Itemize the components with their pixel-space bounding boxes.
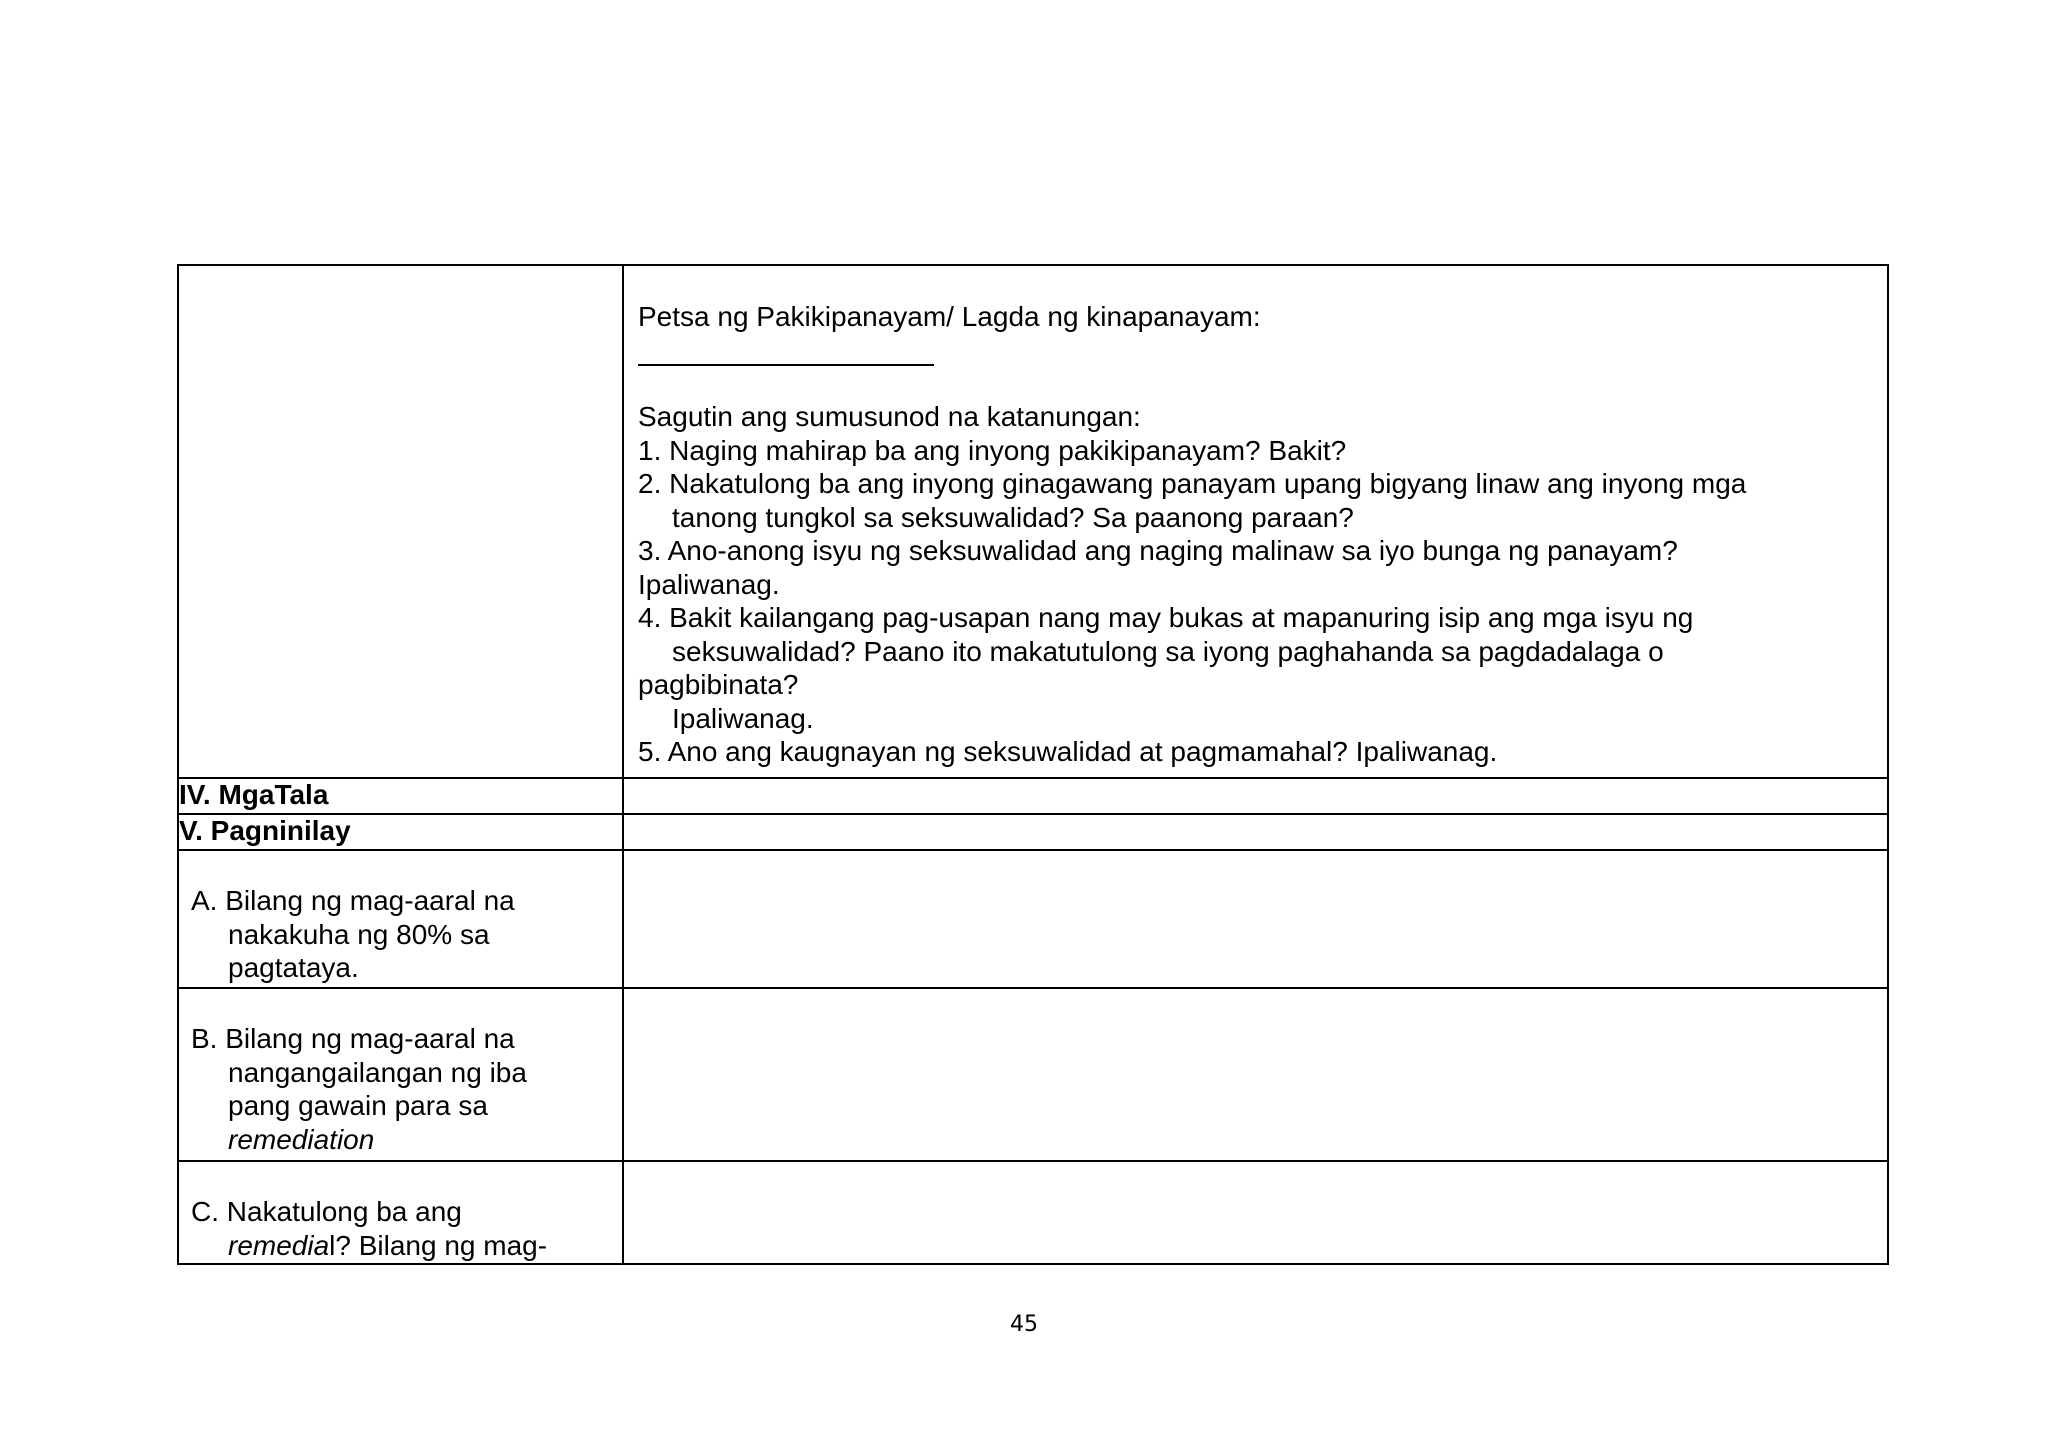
- item-b-line-2: nangangailangan ng iba: [228, 1056, 527, 1088]
- signature-line: [638, 364, 934, 366]
- date-signature-label: Petsa ng Pakikipanayam/ Lagda ng kinapanayam:: [638, 301, 1261, 332]
- question-4-line-3: pagbibinata?: [638, 669, 799, 700]
- item-c-row: [178, 1161, 1888, 1264]
- item-a-label-cell: [178, 850, 623, 988]
- item-a-answer-cell: [623, 850, 1888, 988]
- interview-left-cell: [178, 265, 623, 778]
- question-4-line-2: seksuwalidad? Paano ito makatutulong sa iyong paghahanda sa pagdadalaga o: [672, 635, 1664, 667]
- item-c-italic-word: remedia: [228, 1229, 330, 1261]
- item-a-row: [178, 850, 1888, 988]
- instructions-text: Sagutin ang sumusunod na katanungan:: [638, 401, 1141, 432]
- question-4-line-1: 4. Bakit kailangang pag-usapan nang may bukas at mapanuring isip ang mga isyu ng: [638, 602, 1694, 633]
- mga-tala-row: [178, 778, 1888, 814]
- item-b-line-1: B. Bilang ng mag-aaral na: [191, 1023, 515, 1054]
- item-c-line-2-rest: l? Bilang ng mag-: [329, 1229, 548, 1261]
- interview-row: [178, 265, 1888, 778]
- question-3-line-1: 3. Ano-anong isyu ng seksuwalidad ang naging malinaw sa iyo bunga ng panayam?: [638, 535, 1678, 566]
- item-b-label-cell: [178, 988, 623, 1161]
- spacer: [638, 367, 1873, 401]
- question-5: 5. Ano ang kaugnayan ng seksuwalidad at pagmamahal? Ipaliwanag.: [638, 736, 1498, 767]
- item-b-line-3: pang gawain para sa: [228, 1090, 488, 1121]
- page-number: 45: [1010, 1312, 1038, 1337]
- mga-tala-heading: IV. MgaTala: [178, 778, 623, 814]
- item-a-line-3: pagtataya.: [228, 952, 359, 983]
- interview-questions-cell: [623, 265, 1888, 778]
- question-4-line-4: Ipaliwanag.: [672, 702, 814, 734]
- item-c-label-cell: [178, 1161, 623, 1264]
- question-2-line-2: tanong tungkol sa seksuwalidad? Sa paanong paraan?: [672, 501, 1354, 533]
- item-c-line-2: [191, 1229, 622, 1263]
- item-a-line-2: nakakuha ng 80% sa: [228, 918, 490, 950]
- pagninilay-row: [178, 814, 1888, 850]
- item-b-answer-cell: [623, 988, 1888, 1161]
- mga-tala-content-cell: [623, 778, 1888, 814]
- item-a-line-1: A. Bilang ng mag-aaral na: [191, 885, 515, 916]
- question-2-line-1: 2. Nakatulong ba ang inyong ginagawang panayam upang bigyang linaw ang inyong mga: [638, 468, 1747, 499]
- item-c-line-1: C. Nakatulong ba ang: [191, 1196, 462, 1227]
- pagninilay-heading: V. Pagninilay: [178, 814, 623, 850]
- item-b-line-4: remediation: [228, 1123, 375, 1155]
- lesson-plan-table: [177, 264, 1889, 1265]
- question-1: 1. Naging mahirap ba ang inyong pakikipanayam? Bakit?: [638, 434, 1347, 466]
- pagninilay-content-cell: [623, 814, 1888, 850]
- item-c-answer-cell: [623, 1161, 1888, 1264]
- question-3-line-2: Ipaliwanag.: [638, 568, 780, 600]
- item-b-row: [178, 988, 1888, 1161]
